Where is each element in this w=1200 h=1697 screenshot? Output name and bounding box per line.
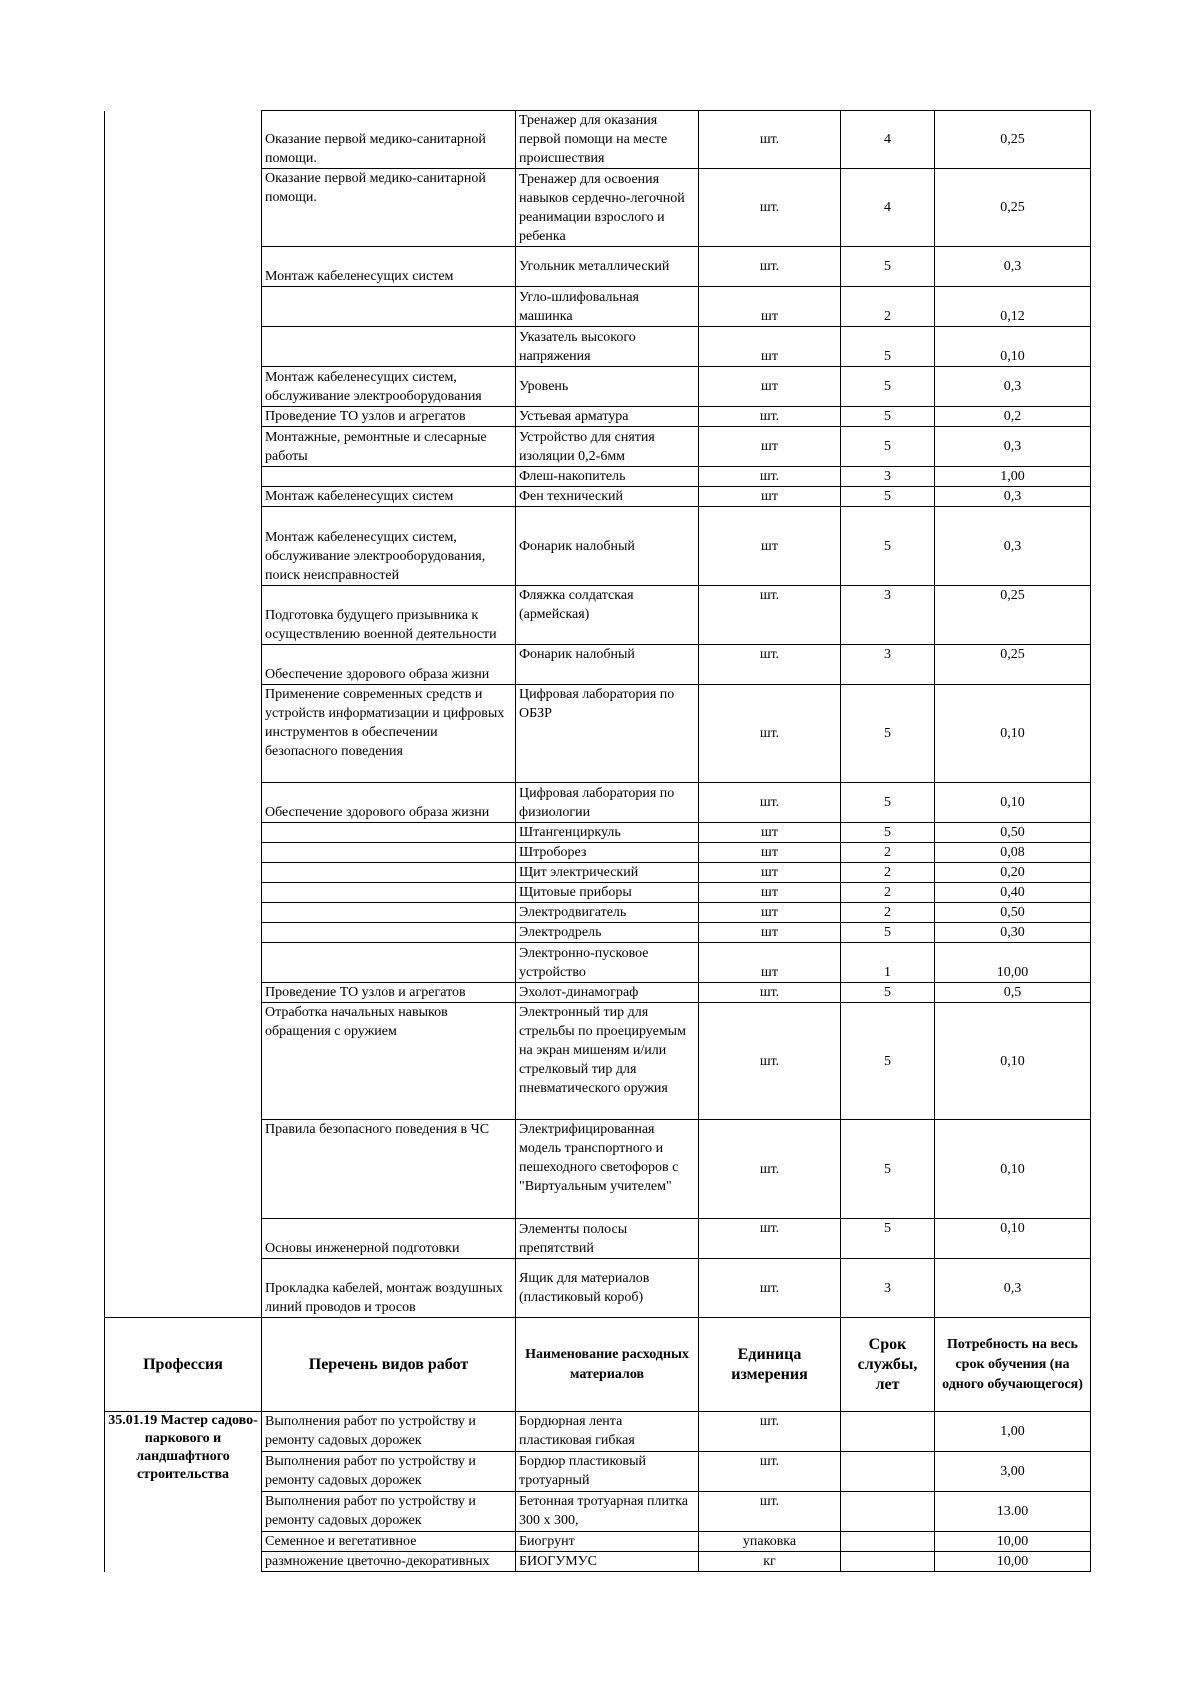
need-cell: 10,00 [935, 1532, 1091, 1552]
unit-cell: шт [699, 823, 841, 843]
table-row [105, 983, 1091, 1003]
need-cell: 0,5 [935, 983, 1091, 1003]
life-cell: 5 [841, 783, 935, 823]
profession-name: 35.01.19 Мастер садово-паркового и ландшафтного строительства [105, 1412, 262, 1572]
unit-cell: шт [699, 327, 841, 367]
material-cell: Бордюр пластиковый тротуарный [516, 1452, 699, 1492]
table-row [105, 823, 1091, 843]
life-cell: 5 [841, 685, 935, 783]
work-cell: Выполнения работ по устройству и ремонту садовых дорожек [262, 1492, 516, 1532]
table-row [105, 327, 1091, 367]
material-cell: Электродрель [516, 923, 699, 943]
profession-cell [105, 883, 262, 903]
unit-cell: шт. [699, 1492, 841, 1532]
unit-cell: шт [699, 427, 841, 467]
work-cell: Семенное и вегетативное [262, 1532, 516, 1552]
need-cell: 0,2 [935, 407, 1091, 427]
table-body-part2 [105, 1412, 1091, 1572]
work-cell: Правила безопасного поведения в ЧС [262, 1120, 516, 1219]
unit-cell: шт. [699, 685, 841, 783]
work-cell: Монтаж кабеленесущих систем, обслуживание электрооборудования [262, 367, 516, 407]
life-cell [841, 1532, 935, 1552]
header-life: Срок службы, лет [841, 1318, 935, 1412]
table-row [105, 287, 1091, 327]
material-cell: Цифровая лаборатория по ОБЗР [516, 685, 699, 783]
table-row [105, 645, 1091, 685]
unit-cell: шт [699, 923, 841, 943]
profession-cell [105, 863, 262, 883]
need-cell: 0,25 [935, 169, 1091, 247]
need-cell: 0,30 [935, 923, 1091, 943]
work-cell: Обеспечение здорового образа жизни [262, 645, 516, 685]
table-row [105, 923, 1091, 943]
profession-cell [105, 287, 262, 327]
unit-cell: шт. [699, 1452, 841, 1492]
material-cell: Тренажер для освоения навыков сердечно-легочной реанимации взрослого и ребенка [516, 169, 699, 247]
work-cell [262, 923, 516, 943]
need-cell: 1,00 [935, 467, 1091, 487]
profession-cell [105, 507, 262, 586]
unit-cell: шт. [699, 1219, 841, 1259]
table-row [105, 883, 1091, 903]
profession-cell [105, 843, 262, 863]
material-cell: Электронный тир для стрельбы по проецируемым на экран мишеням и/или стрелковый тир для пневматического оружия [516, 1003, 699, 1120]
need-cell: 1,00 [935, 1412, 1091, 1452]
unit-cell: шт. [699, 407, 841, 427]
work-cell [262, 467, 516, 487]
header-unit: Единица измерения [699, 1318, 841, 1412]
material-cell: Цифровая лаборатория по физиологии [516, 783, 699, 823]
life-cell: 5 [841, 407, 935, 427]
profession-cell [105, 327, 262, 367]
profession-cell [105, 645, 262, 685]
unit-cell: шт. [699, 1120, 841, 1219]
life-cell: 5 [841, 247, 935, 287]
work-cell: Монтажные, ремонтные и слесарные работы [262, 427, 516, 467]
need-cell: 0,50 [935, 823, 1091, 843]
profession-cell [105, 407, 262, 427]
unit-cell: упаковка [699, 1532, 841, 1552]
work-cell: Проведение ТО узлов и агрегатов [262, 407, 516, 427]
table-row [105, 467, 1091, 487]
unit-cell: шт. [699, 1003, 841, 1120]
material-cell: Угольник металлический [516, 247, 699, 287]
need-cell: 0,12 [935, 287, 1091, 327]
header-materials: Наименование расходных материалов [516, 1318, 699, 1412]
need-cell: 10,00 [935, 1552, 1091, 1572]
table-row [105, 427, 1091, 467]
work-cell: Проведение ТО узлов и агрегатов [262, 983, 516, 1003]
work-cell [262, 903, 516, 923]
profession-cell [105, 169, 262, 247]
work-cell [262, 863, 516, 883]
header-need: Потребность на весь срок обучения (на одного обучающегося) [935, 1318, 1091, 1412]
table-row [105, 843, 1091, 863]
profession-cell [105, 1003, 262, 1120]
material-cell: Угло-шлифовальная машинка [516, 287, 699, 327]
material-cell: Электродвигатель [516, 903, 699, 923]
material-cell: Тренажер для оказания первой помощи на месте происшествия [516, 111, 699, 169]
need-cell: 0,3 [935, 427, 1091, 467]
work-cell: Отработка начальных навыков обращения с оружием [262, 1003, 516, 1120]
life-cell: 3 [841, 586, 935, 645]
material-cell: Электронно-пусковое устройство [516, 943, 699, 983]
table-row [105, 487, 1091, 507]
header-works: Перечень видов работ [262, 1318, 516, 1412]
life-cell: 5 [841, 427, 935, 467]
table-row [105, 367, 1091, 407]
work-cell: Применение современных средств и устройств информатизации и цифровых инструментов в обеспечении безопасного поведения [262, 685, 516, 783]
need-cell: 0,25 [935, 111, 1091, 169]
material-cell: Фляжка солдатская (армейская) [516, 586, 699, 645]
table-row [105, 903, 1091, 923]
life-cell: 2 [841, 863, 935, 883]
table-row [105, 1219, 1091, 1259]
life-cell: 3 [841, 645, 935, 685]
profession-cell [105, 943, 262, 983]
material-cell: Штроборез [516, 843, 699, 863]
need-cell: 0,10 [935, 1003, 1091, 1120]
profession-cell [105, 247, 262, 287]
work-cell [262, 943, 516, 983]
need-cell: 0,40 [935, 883, 1091, 903]
header-profession: Профессия [105, 1318, 262, 1412]
work-cell [262, 287, 516, 327]
table-header-section [105, 1318, 1091, 1412]
life-cell: 5 [841, 1003, 935, 1120]
material-cell: Устьевая арматура [516, 407, 699, 427]
material-cell: Фонарик налобный [516, 507, 699, 586]
work-cell: Оказание первой медико-санитарной помощи. [262, 169, 516, 247]
unit-cell: шт. [699, 645, 841, 685]
profession-cell [105, 983, 262, 1003]
work-cell [262, 843, 516, 863]
unit-cell: шт [699, 843, 841, 863]
work-cell: Обеспечение здорового образа жизни [262, 783, 516, 823]
need-cell: 0,3 [935, 247, 1091, 287]
life-cell: 2 [841, 287, 935, 327]
life-cell [841, 1492, 935, 1532]
unit-cell: шт. [699, 247, 841, 287]
work-cell: Оказание первой медико-санитарной помощи. [262, 111, 516, 169]
life-cell: 5 [841, 1120, 935, 1219]
material-cell: Бетонная тротуарная плитка 300 х 300, [516, 1492, 699, 1532]
life-cell: 4 [841, 111, 935, 169]
profession-cell [105, 903, 262, 923]
unit-cell: шт [699, 367, 841, 407]
work-cell [262, 327, 516, 367]
profession-cell [105, 586, 262, 645]
unit-cell: шт [699, 883, 841, 903]
table-row [105, 169, 1091, 247]
profession-cell [105, 467, 262, 487]
profession-cell [105, 923, 262, 943]
unit-cell: шт. [699, 1259, 841, 1318]
table-row [105, 1120, 1091, 1219]
unit-cell: кг [699, 1552, 841, 1572]
materials-table-sheet [104, 110, 1090, 1572]
life-cell: 5 [841, 507, 935, 586]
need-cell: 0,3 [935, 1259, 1091, 1318]
need-cell: 13.00 [935, 1492, 1091, 1532]
unit-cell: шт. [699, 467, 841, 487]
table-row [105, 247, 1091, 287]
life-cell: 5 [841, 487, 935, 507]
unit-cell: шт [699, 487, 841, 507]
table-row [105, 111, 1091, 169]
work-cell: Подготовка будущего призывника к осуществлению военной деятельности [262, 586, 516, 645]
material-cell: Эхолот-динамограф [516, 983, 699, 1003]
unit-cell: шт [699, 943, 841, 983]
work-cell [262, 883, 516, 903]
need-cell: 0,3 [935, 507, 1091, 586]
profession-cell [105, 111, 262, 169]
need-cell: 0,50 [935, 903, 1091, 923]
material-cell: Фен технический [516, 487, 699, 507]
life-cell [841, 1552, 935, 1572]
life-cell [841, 1412, 935, 1452]
life-cell: 3 [841, 1259, 935, 1318]
work-cell: Монтаж кабеленесущих систем [262, 487, 516, 507]
need-cell: 0,25 [935, 645, 1091, 685]
table-body-part1 [105, 111, 1091, 1318]
life-cell: 5 [841, 327, 935, 367]
unit-cell: шт. [699, 169, 841, 247]
life-cell: 2 [841, 903, 935, 923]
life-cell: 5 [841, 823, 935, 843]
unit-cell: шт [699, 287, 841, 327]
material-cell: Биогрунт [516, 1532, 699, 1552]
table-row [105, 586, 1091, 645]
work-cell: размножение цветочно-декоративных [262, 1552, 516, 1572]
work-cell: Основы инженерной подготовки [262, 1219, 516, 1259]
unit-cell: шт [699, 903, 841, 923]
material-cell: Уровень [516, 367, 699, 407]
need-cell: 0,3 [935, 487, 1091, 507]
profession-cell [105, 1259, 262, 1318]
profession-cell [105, 783, 262, 823]
life-cell: 5 [841, 923, 935, 943]
life-cell: 3 [841, 467, 935, 487]
need-cell: 0,10 [935, 1120, 1091, 1219]
table-row [105, 1412, 1091, 1452]
table-row [105, 1003, 1091, 1120]
need-cell: 0,08 [935, 843, 1091, 863]
profession-cell [105, 823, 262, 843]
material-cell: Элементы полосы препятствий [516, 1219, 699, 1259]
life-cell: 5 [841, 983, 935, 1003]
work-cell [262, 823, 516, 843]
need-cell: 0,10 [935, 783, 1091, 823]
unit-cell: шт. [699, 111, 841, 169]
table-row [105, 685, 1091, 783]
need-cell: 0,25 [935, 586, 1091, 645]
unit-cell: шт. [699, 1412, 841, 1452]
profession-cell [105, 685, 262, 783]
material-cell: Фонарик налобный [516, 645, 699, 685]
materials-table [104, 110, 1091, 1572]
need-cell: 10,00 [935, 943, 1091, 983]
profession-cell [105, 1219, 262, 1259]
unit-cell: шт. [699, 783, 841, 823]
life-cell: 5 [841, 1219, 935, 1259]
table-row [105, 507, 1091, 586]
need-cell: 0,10 [935, 327, 1091, 367]
work-cell: Прокладка кабелей, монтаж воздушных линий проводов и тросов [262, 1259, 516, 1318]
need-cell: 0,3 [935, 367, 1091, 407]
material-cell: БИОГУМУС [516, 1552, 699, 1572]
work-cell: Выполнения работ по устройству и ремонту садовых дорожек [262, 1452, 516, 1492]
profession-cell [105, 427, 262, 467]
profession-cell [105, 487, 262, 507]
life-cell: 5 [841, 367, 935, 407]
table-row [105, 863, 1091, 883]
material-cell: Бордюрная лента пластиковая гибкая [516, 1412, 699, 1452]
life-cell: 1 [841, 943, 935, 983]
table-header-row [105, 1318, 1091, 1412]
need-cell: 3,00 [935, 1452, 1091, 1492]
material-cell: Флеш-накопитель [516, 467, 699, 487]
material-cell: Ящик для материалов (пластиковый короб) [516, 1259, 699, 1318]
material-cell: Указатель высокого напряжения [516, 327, 699, 367]
work-cell: Выполнения работ по устройству и ремонту садовых дорожек [262, 1412, 516, 1452]
life-cell: 4 [841, 169, 935, 247]
material-cell: Устройство для снятия изоляции 0,2-6мм [516, 427, 699, 467]
life-cell: 2 [841, 883, 935, 903]
work-cell: Монтаж кабеленесущих систем, обслуживание электрооборудования, поиск неисправностей [262, 507, 516, 586]
material-cell: Щитовые приборы [516, 883, 699, 903]
profession-cell [105, 367, 262, 407]
work-cell: Монтаж кабеленесущих систем [262, 247, 516, 287]
table-row [105, 1259, 1091, 1318]
material-cell: Штангенциркуль [516, 823, 699, 843]
need-cell: 0,10 [935, 685, 1091, 783]
need-cell: 0,20 [935, 863, 1091, 883]
material-cell: Электрифицированная модель транспортного и пешеходного светофоров с "Виртуальным учителем" [516, 1120, 699, 1219]
need-cell: 0,10 [935, 1219, 1091, 1259]
material-cell: Щит электрический [516, 863, 699, 883]
profession-cell [105, 1120, 262, 1219]
table-row [105, 783, 1091, 823]
life-cell [841, 1452, 935, 1492]
table-row [105, 407, 1091, 427]
unit-cell: шт. [699, 983, 841, 1003]
unit-cell: шт. [699, 586, 841, 645]
table-row [105, 943, 1091, 983]
unit-cell: шт [699, 863, 841, 883]
life-cell: 2 [841, 843, 935, 863]
unit-cell: шт [699, 507, 841, 586]
